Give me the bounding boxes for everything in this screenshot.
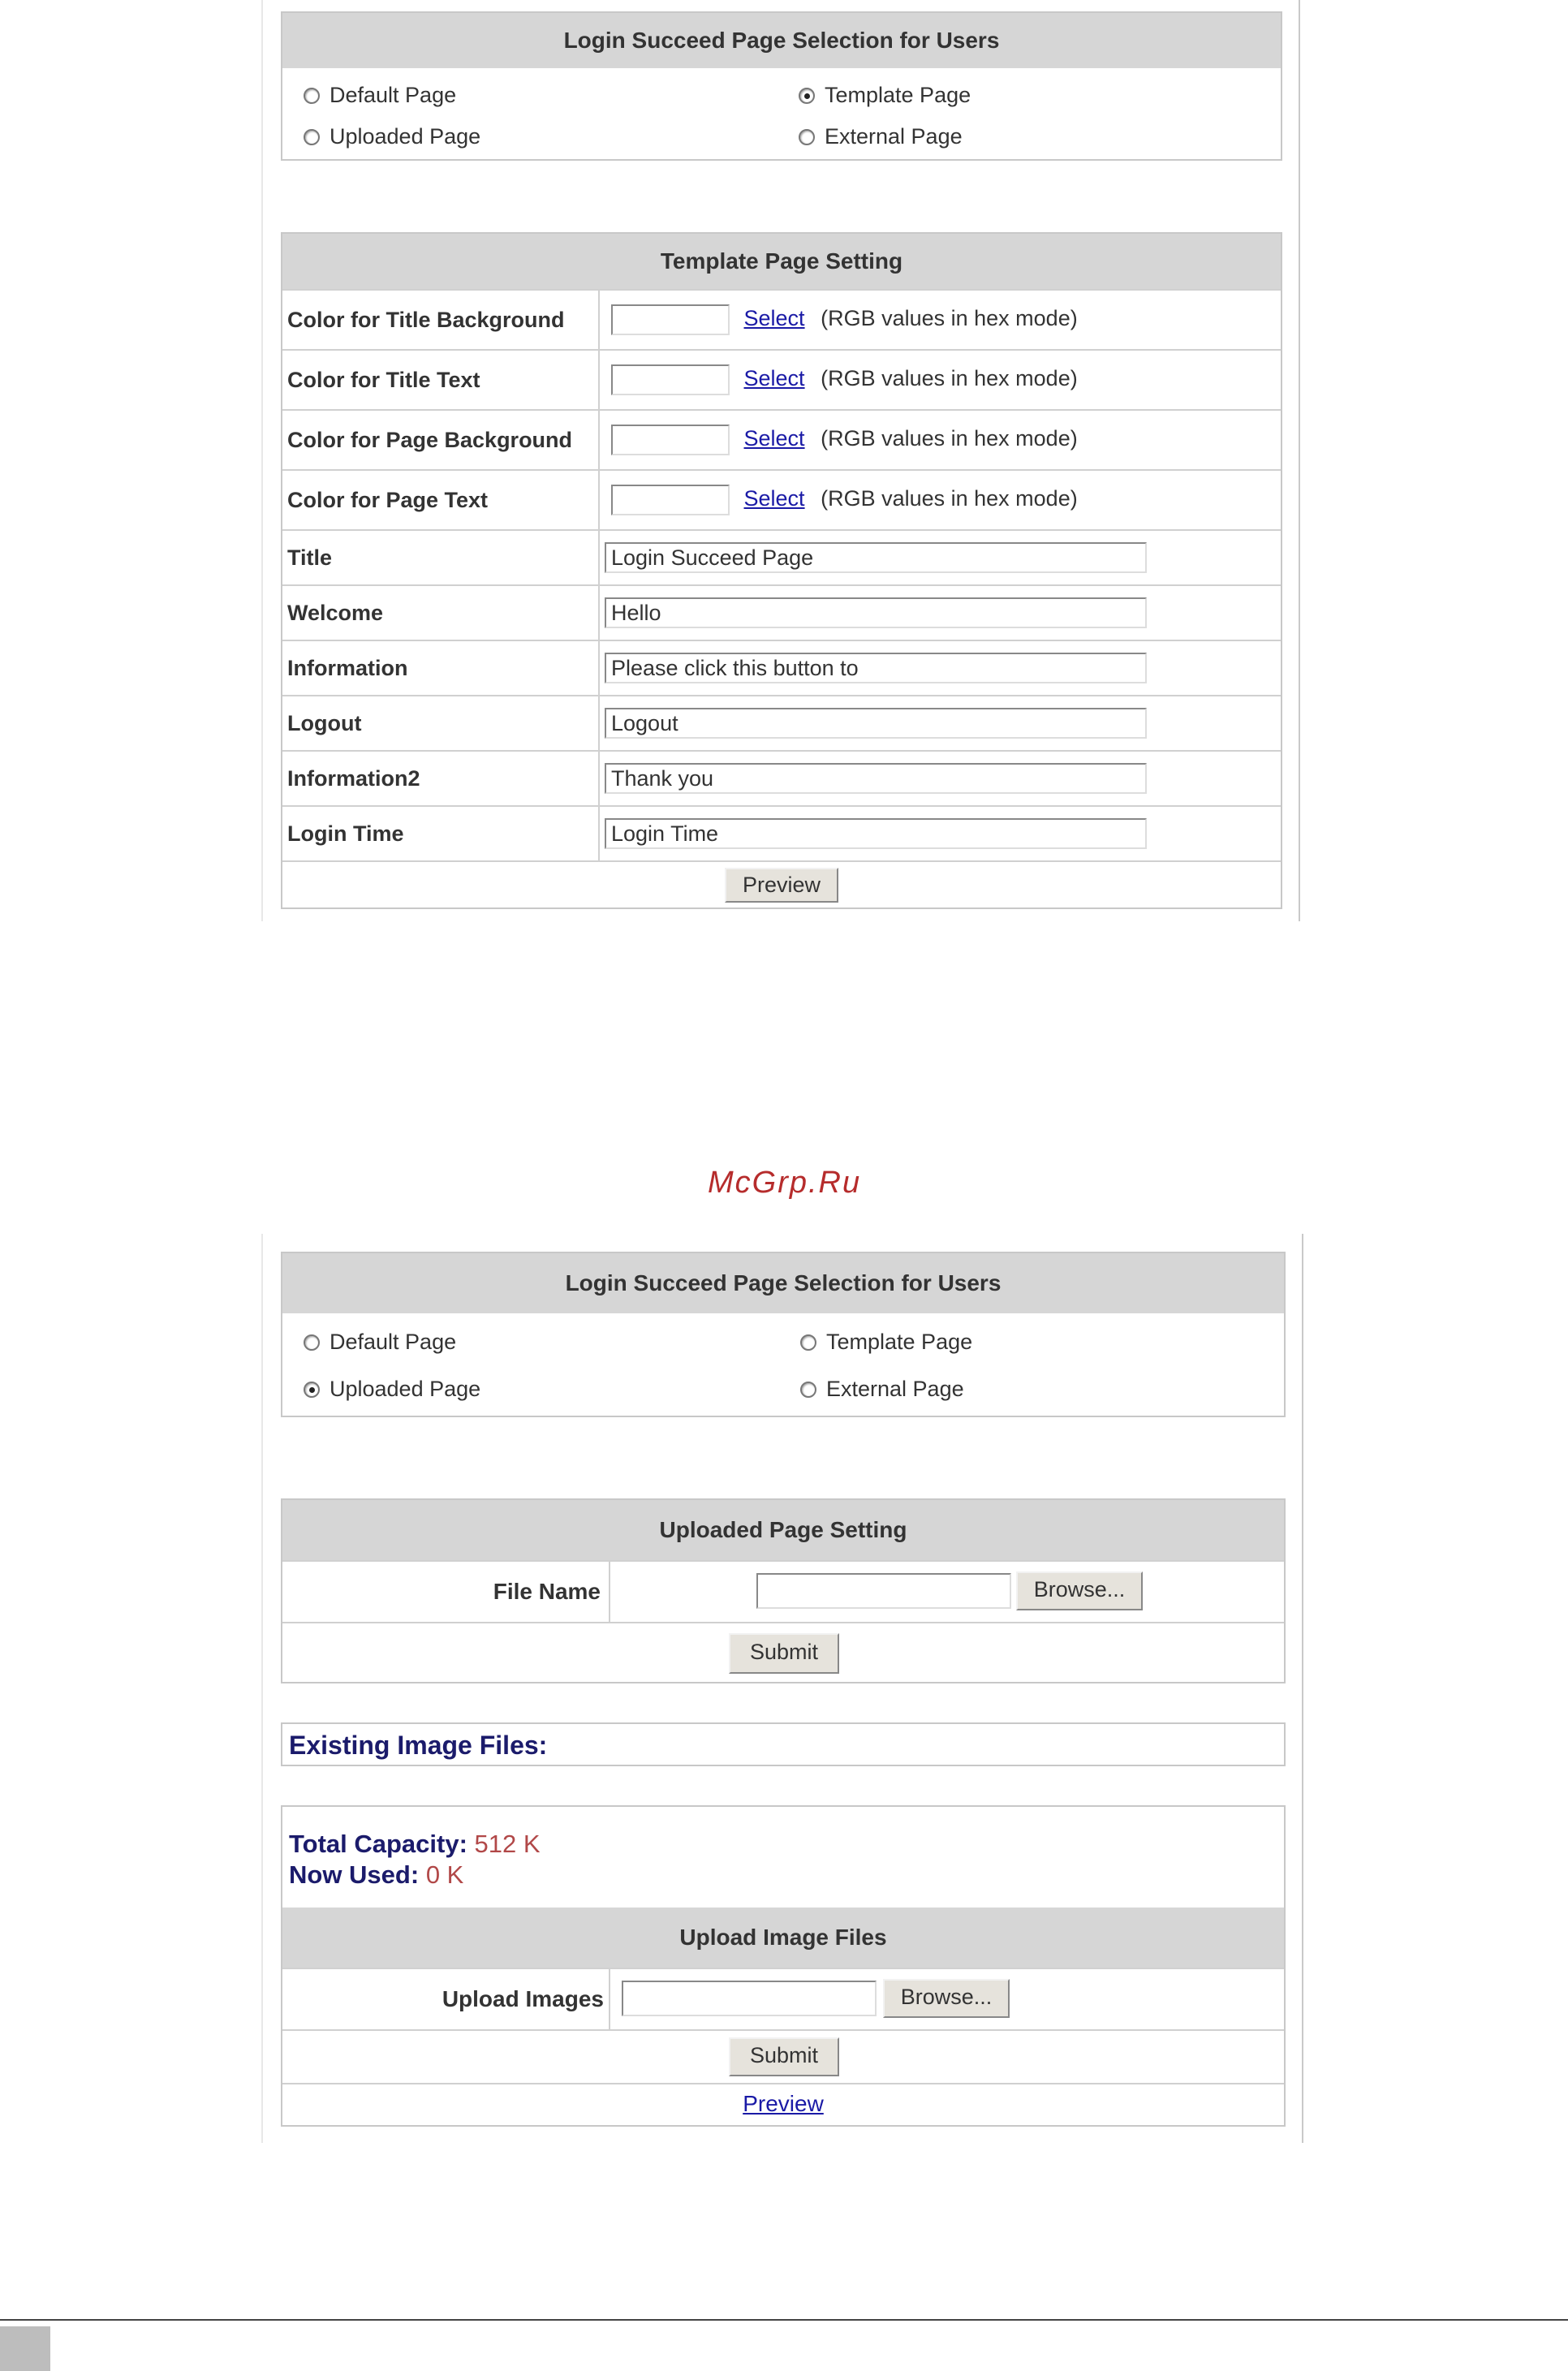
row-label: Color for Page Text bbox=[282, 470, 599, 530]
frame-left-line bbox=[261, 1234, 263, 2143]
radio-label: External Page bbox=[825, 124, 963, 149]
logout-input[interactable]: Logout bbox=[605, 708, 1147, 739]
selection-panel-1 bbox=[281, 11, 1282, 161]
preview-link[interactable]: Preview bbox=[743, 2091, 824, 2116]
radio-uploaded-page[interactable] bbox=[304, 1377, 480, 1402]
table-row bbox=[282, 350, 1281, 410]
existing-files-label: Existing Image Files: bbox=[289, 1731, 548, 1760]
capacity-panel bbox=[281, 1805, 1286, 2127]
hint-text: (RGB values in hex mode) bbox=[821, 426, 1078, 451]
table-row bbox=[282, 585, 1281, 640]
radio-label: Uploaded Page bbox=[330, 124, 481, 149]
file-name-label: File Name bbox=[282, 1562, 610, 1622]
radio-checked-icon[interactable] bbox=[799, 88, 815, 104]
color-input[interactable] bbox=[611, 304, 730, 335]
frame-left-line bbox=[261, 0, 263, 921]
template-table bbox=[282, 289, 1281, 908]
frame-right-line bbox=[1302, 1234, 1303, 2143]
color-input[interactable] bbox=[611, 425, 730, 455]
submit-button[interactable]: Submit bbox=[729, 2037, 839, 2076]
now-used-label: Now Used: bbox=[289, 1860, 420, 1889]
radio-template-page[interactable] bbox=[799, 83, 971, 108]
login-time-input[interactable]: Login Time bbox=[605, 818, 1147, 849]
frame-right-line bbox=[1299, 0, 1300, 921]
row-label: Information bbox=[282, 640, 599, 696]
row-label: Color for Title Background bbox=[282, 290, 599, 350]
radio-label: Uploaded Page bbox=[330, 1377, 481, 1401]
radio-icon[interactable] bbox=[304, 1334, 320, 1351]
uploaded-title: Uploaded Page Setting bbox=[282, 1500, 1284, 1560]
color-input[interactable] bbox=[611, 485, 730, 515]
row-label: Login Time bbox=[282, 806, 599, 861]
select-link[interactable]: Select bbox=[743, 426, 805, 451]
existing-files-panel bbox=[281, 1722, 1286, 1766]
hint-text: (RGB values in hex mode) bbox=[821, 486, 1078, 511]
total-capacity-line bbox=[289, 1830, 541, 1859]
preview-row bbox=[282, 2083, 1284, 2125]
radio-default-page[interactable] bbox=[304, 83, 456, 108]
information-input[interactable]: Please click this button to bbox=[605, 653, 1147, 683]
file-name-row bbox=[282, 1560, 1284, 1622]
select-link[interactable]: Select bbox=[743, 486, 805, 511]
radio-checked-icon[interactable] bbox=[304, 1382, 320, 1398]
submit-row bbox=[282, 1622, 1284, 1682]
upload-images-label: Upload Images bbox=[282, 1969, 610, 2029]
submit-row bbox=[282, 2029, 1284, 2083]
radio-label: Default Page bbox=[330, 1330, 457, 1354]
radio-label: External Page bbox=[826, 1377, 964, 1401]
selection-title: Login Succeed Page Selection for Users bbox=[282, 13, 1281, 68]
radio-default-page[interactable] bbox=[304, 1330, 456, 1355]
now-used-line bbox=[289, 1860, 463, 1890]
radio-uploaded-page[interactable] bbox=[304, 124, 480, 149]
radio-icon[interactable] bbox=[304, 88, 320, 104]
table-row bbox=[282, 470, 1281, 530]
table-row bbox=[282, 290, 1281, 350]
radio-icon[interactable] bbox=[800, 1382, 816, 1398]
row-label: Logout bbox=[282, 696, 599, 751]
browse-button[interactable]: Browse... bbox=[883, 1979, 1010, 2018]
table-row bbox=[282, 806, 1281, 861]
table-row bbox=[282, 861, 1281, 908]
radio-template-page[interactable] bbox=[800, 1330, 972, 1355]
footer-rule bbox=[0, 2319, 1568, 2321]
uploaded-panel bbox=[281, 1498, 1286, 1683]
radio-external-page[interactable] bbox=[800, 1377, 964, 1402]
table-row bbox=[282, 696, 1281, 751]
upload-images-input[interactable] bbox=[622, 1981, 877, 2016]
selection-title: Login Succeed Page Selection for Users bbox=[282, 1253, 1284, 1313]
selection-panel-2 bbox=[281, 1252, 1286, 1417]
hint-text: (RGB values in hex mode) bbox=[821, 306, 1078, 331]
radio-label: Default Page bbox=[330, 83, 457, 107]
total-capacity-value: 512 K bbox=[474, 1830, 541, 1858]
preview-button[interactable]: Preview bbox=[725, 868, 838, 903]
now-used-value: 0 K bbox=[425, 1860, 464, 1889]
information2-input[interactable]: Thank you bbox=[605, 763, 1147, 794]
submit-button[interactable]: Submit bbox=[729, 1633, 839, 1674]
row-label: Color for Title Text bbox=[282, 350, 599, 410]
table-row bbox=[282, 410, 1281, 470]
upload-images-row bbox=[282, 1968, 1284, 2029]
radio-label: Template Page bbox=[826, 1330, 973, 1354]
table-row bbox=[282, 751, 1281, 806]
template-panel bbox=[281, 232, 1282, 909]
radio-external-page[interactable] bbox=[799, 124, 963, 149]
row-label: Information2 bbox=[282, 751, 599, 806]
upload-images-title: Upload Image Files bbox=[282, 1908, 1284, 1968]
table-row bbox=[282, 640, 1281, 696]
row-label: Color for Page Background bbox=[282, 410, 599, 470]
file-name-input[interactable] bbox=[756, 1573, 1011, 1609]
select-link[interactable]: Select bbox=[743, 366, 805, 391]
footer-page-marker bbox=[0, 2326, 50, 2371]
select-link[interactable]: Select bbox=[743, 306, 805, 331]
watermark-text: McGrp.Ru bbox=[708, 1166, 862, 1200]
radio-icon[interactable] bbox=[799, 129, 815, 145]
row-label: Title bbox=[282, 530, 599, 585]
title-input[interactable]: Login Succeed Page bbox=[605, 542, 1147, 573]
radio-icon[interactable] bbox=[800, 1334, 816, 1351]
welcome-input[interactable]: Hello bbox=[605, 597, 1147, 628]
table-row bbox=[282, 530, 1281, 585]
color-input[interactable] bbox=[611, 364, 730, 395]
row-label: Welcome bbox=[282, 585, 599, 640]
radio-icon[interactable] bbox=[304, 129, 320, 145]
template-title: Template Page Setting bbox=[282, 234, 1281, 289]
hint-text: (RGB values in hex mode) bbox=[821, 366, 1078, 391]
browse-button[interactable]: Browse... bbox=[1016, 1571, 1143, 1610]
total-capacity-label: Total Capacity: bbox=[289, 1830, 467, 1858]
radio-label: Template Page bbox=[825, 83, 971, 107]
